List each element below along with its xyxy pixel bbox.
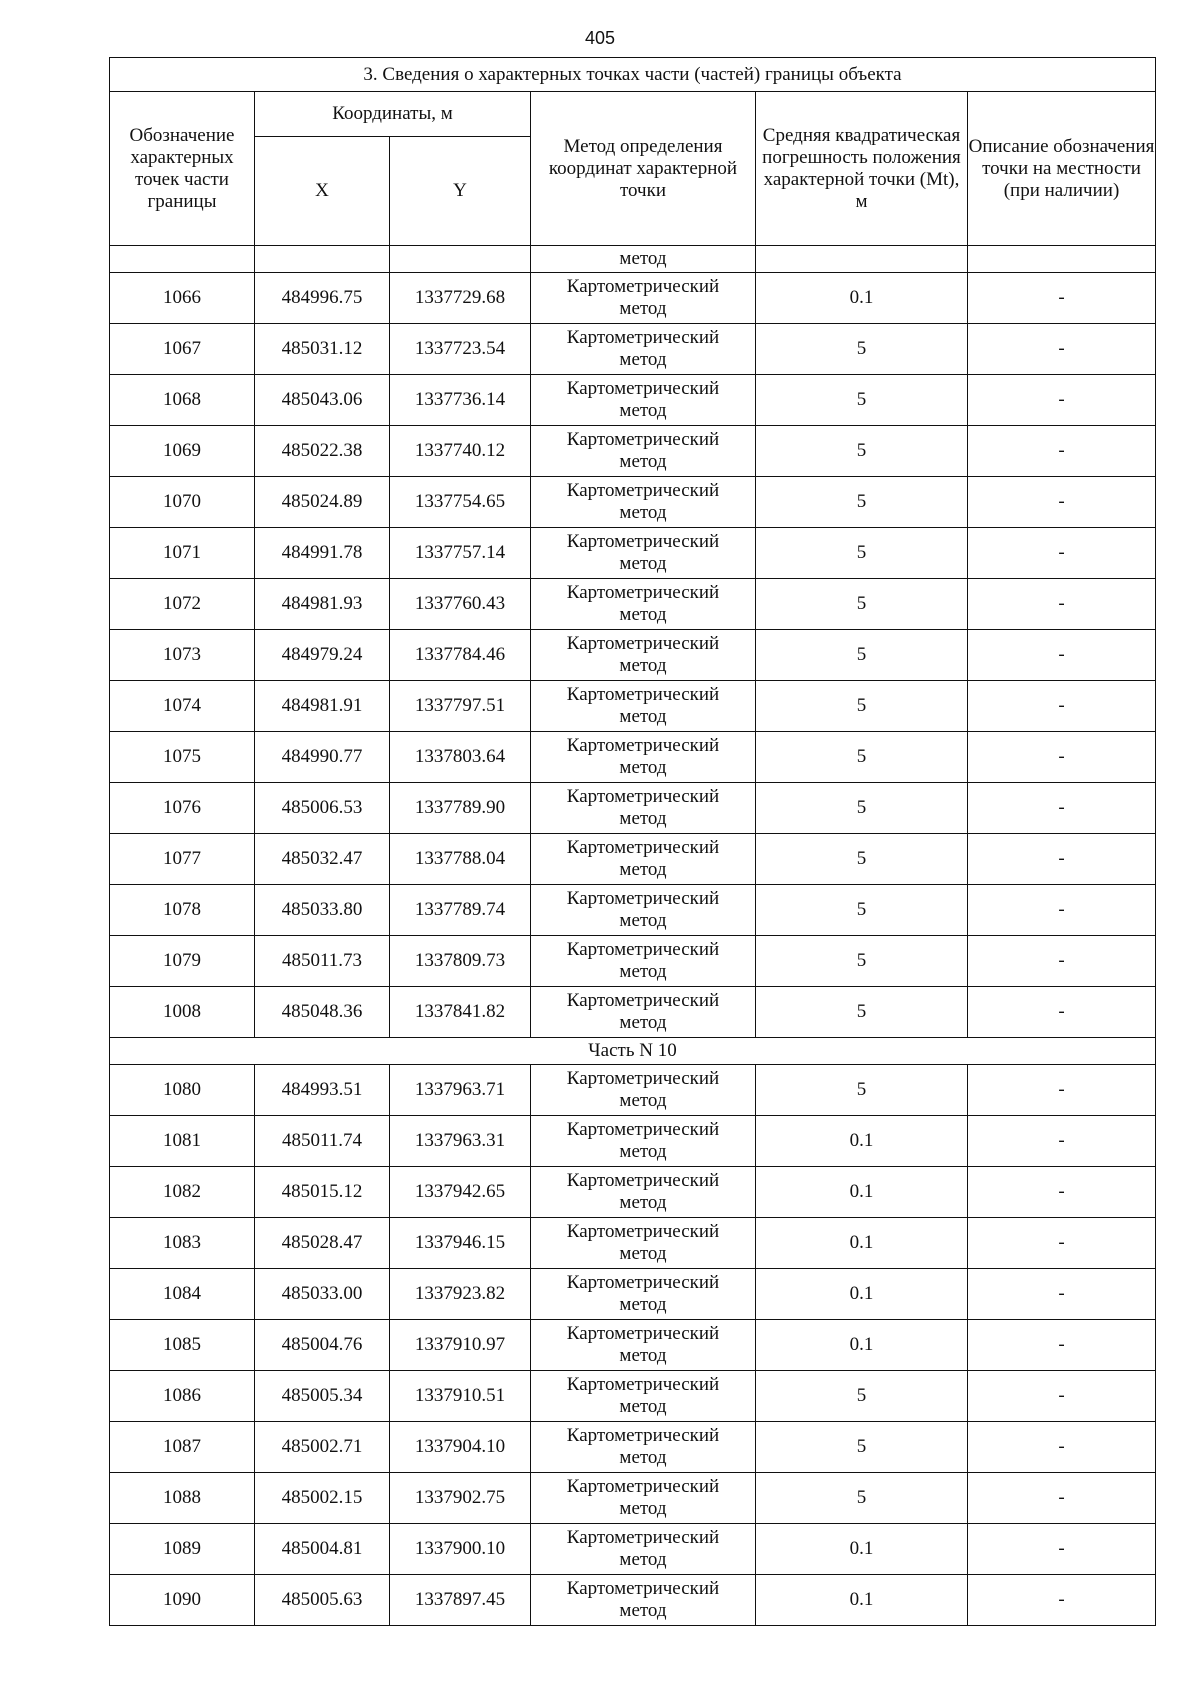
- point-x: 485002.15: [255, 1473, 390, 1524]
- method-line-2: метод: [619, 298, 667, 319]
- accuracy-mt: 5: [756, 783, 968, 834]
- point-y: 1337942.65: [390, 1167, 531, 1218]
- method: [531, 732, 756, 783]
- point-id: 1073: [110, 630, 255, 681]
- header-y: Y: [390, 137, 531, 246]
- point-y: 1337760.43: [390, 579, 531, 630]
- method: [531, 987, 756, 1038]
- method-line-1: Картометрический: [566, 480, 720, 501]
- point-id: 1078: [110, 885, 255, 936]
- method: [531, 477, 756, 528]
- accuracy-mt: 0.1: [756, 1269, 968, 1320]
- table-row: [110, 681, 1156, 732]
- accuracy-mt: 5: [756, 936, 968, 987]
- point-id: 1008: [110, 987, 255, 1038]
- accuracy-mt: 0.1: [756, 273, 968, 324]
- point-y: 1337963.71: [390, 1065, 531, 1116]
- header-x: X: [255, 137, 390, 246]
- point-x: 485022.38: [255, 426, 390, 477]
- accuracy-mt: 5: [756, 681, 968, 732]
- point-x: 485011.74: [255, 1116, 390, 1167]
- method-line-2: метод: [619, 400, 667, 421]
- table-row: [110, 273, 1156, 324]
- table-row: [110, 1473, 1156, 1524]
- point-x: 485005.34: [255, 1371, 390, 1422]
- accuracy-mt: 0.1: [756, 1218, 968, 1269]
- point-y: 1337789.74: [390, 885, 531, 936]
- accuracy-mt: 5: [756, 1473, 968, 1524]
- method: [531, 1320, 756, 1371]
- point-id: 1068: [110, 375, 255, 426]
- method: [531, 1575, 756, 1626]
- method-line-1: Картометрический: [566, 1374, 720, 1395]
- accuracy-mt: 5: [756, 1371, 968, 1422]
- method-line-2: метод: [619, 1141, 667, 1162]
- point-description: -: [968, 681, 1156, 732]
- point-x: 485006.53: [255, 783, 390, 834]
- accuracy-mt: 5: [756, 324, 968, 375]
- point-id: 1087: [110, 1422, 255, 1473]
- point-description: -: [968, 1473, 1156, 1524]
- point-y: 1337784.46: [390, 630, 531, 681]
- point-x: 485004.81: [255, 1524, 390, 1575]
- table-row: [110, 1269, 1156, 1320]
- table-row: [110, 1116, 1156, 1167]
- method-line-2: метод: [619, 1345, 667, 1366]
- point-id: 1086: [110, 1371, 255, 1422]
- point-x: 485031.12: [255, 324, 390, 375]
- point-y: 1337923.82: [390, 1269, 531, 1320]
- point-y: 1337736.14: [390, 375, 531, 426]
- method-line-2: метод: [619, 1090, 667, 1111]
- table-row: [110, 885, 1156, 936]
- point-id: 1075: [110, 732, 255, 783]
- point-description: -: [968, 1575, 1156, 1626]
- table-caption: 3. Сведения о характерных точках части (частей) границы объекта: [110, 58, 1156, 92]
- method-line-1: Картометрический: [566, 786, 720, 807]
- accuracy-mt: 5: [756, 885, 968, 936]
- method-line-1: Картометрический: [566, 1323, 720, 1344]
- point-x: 484981.93: [255, 579, 390, 630]
- table-row: [110, 936, 1156, 987]
- point-description: -: [968, 1371, 1156, 1422]
- point-y: 1337723.54: [390, 324, 531, 375]
- point-y: 1337910.97: [390, 1320, 531, 1371]
- method-line-2: метод: [619, 1447, 667, 1468]
- point-y: 1337897.45: [390, 1575, 531, 1626]
- method-line-2: метод: [619, 1396, 667, 1417]
- method-line-1: Картометрический: [566, 837, 720, 858]
- point-id: 1081: [110, 1116, 255, 1167]
- point-x: 485011.73: [255, 936, 390, 987]
- method-line-2: метод: [619, 1294, 667, 1315]
- point-id: 1077: [110, 834, 255, 885]
- point-description: -: [968, 1218, 1156, 1269]
- continuation-row: [110, 246, 1156, 273]
- accuracy-mt: 0.1: [756, 1116, 968, 1167]
- method-line-1: Картометрический: [566, 990, 720, 1011]
- point-description: -: [968, 1320, 1156, 1371]
- header-description: Описание обозначения точки на местности (при наличии): [968, 92, 1156, 246]
- point-x: 484990.77: [255, 732, 390, 783]
- point-x: 484991.78: [255, 528, 390, 579]
- point-description: -: [968, 936, 1156, 987]
- method: [531, 273, 756, 324]
- point-x: 485033.80: [255, 885, 390, 936]
- method: [531, 1218, 756, 1269]
- point-description: -: [968, 477, 1156, 528]
- method-line-1: Картометрический: [566, 1221, 720, 1242]
- table-row: [110, 375, 1156, 426]
- method-line-1: Картометрический: [566, 1068, 720, 1089]
- point-description: -: [968, 783, 1156, 834]
- method-line-1: Картометрический: [566, 684, 720, 705]
- point-y: 1337803.64: [390, 732, 531, 783]
- method-continuation: метод: [531, 246, 756, 273]
- point-description: -: [968, 375, 1156, 426]
- method-line-2: метод: [619, 1012, 667, 1033]
- table-row: [110, 1371, 1156, 1422]
- method-line-2: метод: [619, 1498, 667, 1519]
- method-line-2: метод: [619, 502, 667, 523]
- method-line-2: метод: [619, 349, 667, 370]
- table-row: [110, 1167, 1156, 1218]
- point-id: 1076: [110, 783, 255, 834]
- table-row: [110, 987, 1156, 1038]
- table-row: [110, 324, 1156, 375]
- point-x: 485043.06: [255, 375, 390, 426]
- point-y: 1337788.04: [390, 834, 531, 885]
- method-line-1: Картометрический: [566, 531, 720, 552]
- method-line-2: метод: [619, 859, 667, 880]
- method: [531, 936, 756, 987]
- table-row: [110, 834, 1156, 885]
- table-row: [110, 732, 1156, 783]
- point-description: -: [968, 1422, 1156, 1473]
- method: [531, 579, 756, 630]
- method-line-1: Картометрический: [566, 429, 720, 450]
- point-y: 1337946.15: [390, 1218, 531, 1269]
- table-row: [110, 579, 1156, 630]
- point-y: 1337902.75: [390, 1473, 531, 1524]
- point-description: -: [968, 1065, 1156, 1116]
- method-line-2: метод: [619, 604, 667, 625]
- point-description: -: [968, 1167, 1156, 1218]
- point-id: 1066: [110, 273, 255, 324]
- point-y: 1337797.51: [390, 681, 531, 732]
- accuracy-mt: 5: [756, 528, 968, 579]
- point-id: 1084: [110, 1269, 255, 1320]
- point-description: -: [968, 834, 1156, 885]
- method: [531, 324, 756, 375]
- header-coordinates: Координаты, м: [255, 92, 531, 137]
- method-line-1: Картометрический: [566, 735, 720, 756]
- point-x: 485048.36: [255, 987, 390, 1038]
- section-row: [110, 1038, 1156, 1065]
- method: [531, 630, 756, 681]
- method: [531, 1167, 756, 1218]
- method-line-1: Картометрический: [566, 888, 720, 909]
- table-row: [110, 528, 1156, 579]
- accuracy-mt: 5: [756, 834, 968, 885]
- point-x: 485002.71: [255, 1422, 390, 1473]
- accuracy-mt: 0.1: [756, 1167, 968, 1218]
- method-line-1: Картометрический: [566, 276, 720, 297]
- point-y: 1337757.14: [390, 528, 531, 579]
- method-line-1: Картометрический: [566, 1527, 720, 1548]
- method-line-1: Картометрический: [566, 1578, 720, 1599]
- point-description: -: [968, 1269, 1156, 1320]
- method-line-2: метод: [619, 1192, 667, 1213]
- accuracy-mt: 5: [756, 375, 968, 426]
- method: [531, 1065, 756, 1116]
- point-description: -: [968, 630, 1156, 681]
- point-id: 1082: [110, 1167, 255, 1218]
- method: [531, 681, 756, 732]
- accuracy-mt: 5: [756, 1065, 968, 1116]
- table-row: [110, 783, 1156, 834]
- accuracy-mt: 5: [756, 579, 968, 630]
- table-row: [110, 1320, 1156, 1371]
- method-line-2: метод: [619, 1243, 667, 1264]
- boundary-points-table: [109, 57, 1156, 1626]
- accuracy-mt: 5: [756, 1422, 968, 1473]
- method-line-1: Картометрический: [566, 1476, 720, 1497]
- method: [531, 834, 756, 885]
- method-line-2: метод: [619, 553, 667, 574]
- method-line-2: метод: [619, 910, 667, 931]
- point-description: -: [968, 1116, 1156, 1167]
- point-y: 1337910.51: [390, 1371, 531, 1422]
- method: [531, 528, 756, 579]
- method-line-2: метод: [619, 1600, 667, 1621]
- point-x: 485024.89: [255, 477, 390, 528]
- method-line-1: Картометрический: [566, 378, 720, 399]
- accuracy-mt: 5: [756, 477, 968, 528]
- table-row: [110, 1218, 1156, 1269]
- method-line-1: Картометрический: [566, 633, 720, 654]
- point-id: 1089: [110, 1524, 255, 1575]
- method: [531, 1422, 756, 1473]
- point-x: 484996.75: [255, 273, 390, 324]
- point-id: 1080: [110, 1065, 255, 1116]
- method-line-1: Картометрический: [566, 582, 720, 603]
- point-x: 485028.47: [255, 1218, 390, 1269]
- point-description: -: [968, 528, 1156, 579]
- point-id: 1072: [110, 579, 255, 630]
- section-label: Часть N 10: [110, 1038, 1156, 1065]
- method-line-2: метод: [619, 655, 667, 676]
- point-x: 484981.91: [255, 681, 390, 732]
- point-description: -: [968, 885, 1156, 936]
- point-x: 485033.00: [255, 1269, 390, 1320]
- header-designation: Обозначение характерных точек части границы: [110, 92, 255, 246]
- point-id: 1070: [110, 477, 255, 528]
- point-y: 1337841.82: [390, 987, 531, 1038]
- method: [531, 1524, 756, 1575]
- point-x: 485004.76: [255, 1320, 390, 1371]
- point-description: -: [968, 426, 1156, 477]
- method: [531, 1473, 756, 1524]
- method: [531, 1116, 756, 1167]
- point-description: -: [968, 1524, 1156, 1575]
- method-line-1: Картометрический: [566, 1425, 720, 1446]
- method: [531, 375, 756, 426]
- point-x: 484993.51: [255, 1065, 390, 1116]
- method-line-2: метод: [619, 451, 667, 472]
- point-id: 1074: [110, 681, 255, 732]
- point-description: -: [968, 324, 1156, 375]
- point-id: 1067: [110, 324, 255, 375]
- point-y: 1337740.12: [390, 426, 531, 477]
- method-line-2: метод: [619, 808, 667, 829]
- method: [531, 1269, 756, 1320]
- point-id: 1085: [110, 1320, 255, 1371]
- method-line-1: Картометрический: [566, 1170, 720, 1191]
- point-y: 1337904.10: [390, 1422, 531, 1473]
- table-row: [110, 1422, 1156, 1473]
- table-row: [110, 477, 1156, 528]
- accuracy-mt: 5: [756, 426, 968, 477]
- point-description: -: [968, 579, 1156, 630]
- accuracy-mt: 5: [756, 987, 968, 1038]
- method-line-1: Картометрический: [566, 1119, 720, 1140]
- point-id: 1090: [110, 1575, 255, 1626]
- header-method: Метод определения координат характерной точки: [531, 92, 756, 246]
- point-description: -: [968, 987, 1156, 1038]
- method-line-1: Картометрический: [566, 1272, 720, 1293]
- accuracy-mt: 5: [756, 732, 968, 783]
- accuracy-mt: 5: [756, 630, 968, 681]
- point-x: 484979.24: [255, 630, 390, 681]
- page-number: 405: [584, 28, 616, 48]
- point-y: 1337900.10: [390, 1524, 531, 1575]
- method-line-2: метод: [619, 706, 667, 727]
- point-description: -: [968, 273, 1156, 324]
- point-y: 1337809.73: [390, 936, 531, 987]
- point-y: 1337754.65: [390, 477, 531, 528]
- method-line-1: Картометрический: [566, 939, 720, 960]
- method-line-2: метод: [619, 1549, 667, 1570]
- point-id: 1088: [110, 1473, 255, 1524]
- table-row: [110, 630, 1156, 681]
- accuracy-mt: 0.1: [756, 1524, 968, 1575]
- method: [531, 885, 756, 936]
- table-row: [110, 426, 1156, 477]
- method-line-1: Картометрический: [566, 327, 720, 348]
- method-line-2: метод: [619, 757, 667, 778]
- table-row: [110, 1524, 1156, 1575]
- point-x: 485032.47: [255, 834, 390, 885]
- table-row: [110, 1065, 1156, 1116]
- accuracy-mt: 0.1: [756, 1320, 968, 1371]
- table-row: [110, 1575, 1156, 1626]
- method: [531, 1371, 756, 1422]
- point-y: 1337729.68: [390, 273, 531, 324]
- point-id: 1083: [110, 1218, 255, 1269]
- method-line-2: метод: [619, 961, 667, 982]
- point-y: 1337963.31: [390, 1116, 531, 1167]
- method: [531, 426, 756, 477]
- point-id: 1069: [110, 426, 255, 477]
- point-x: 485015.12: [255, 1167, 390, 1218]
- point-id: 1079: [110, 936, 255, 987]
- method: [531, 783, 756, 834]
- point-x: 485005.63: [255, 1575, 390, 1626]
- accuracy-mt: 0.1: [756, 1575, 968, 1626]
- point-y: 1337789.90: [390, 783, 531, 834]
- point-id: 1071: [110, 528, 255, 579]
- point-description: -: [968, 732, 1156, 783]
- header-accuracy: Средняя квадратическая погрешность положения характерной точки (Mt), м: [756, 92, 968, 246]
